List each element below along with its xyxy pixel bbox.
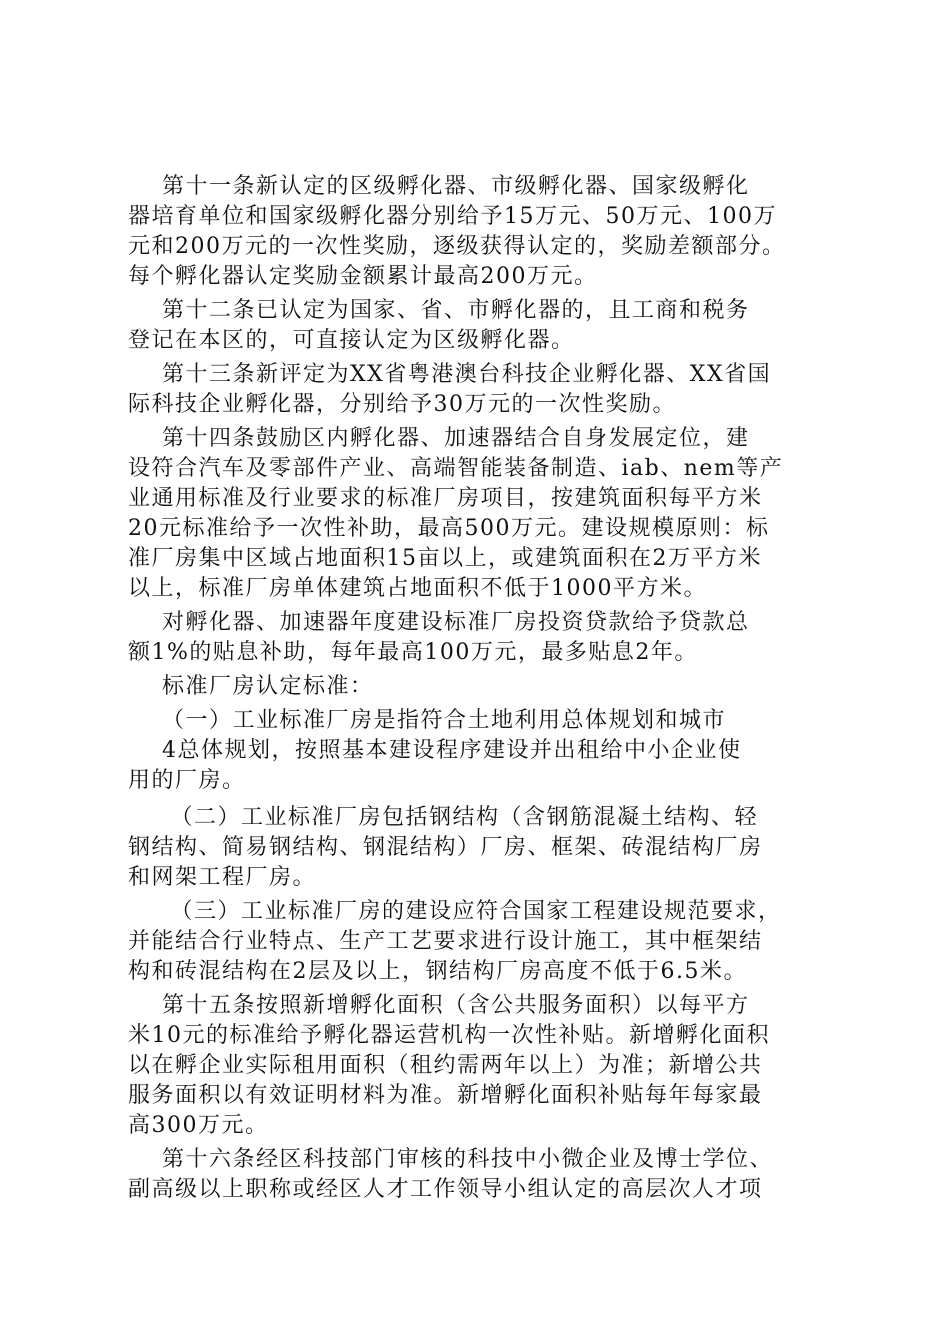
text-line: 并能结合行业特点、生产工艺要求进行设计施工，其中框架结: [128, 929, 763, 954]
paragraph-standard-3: [128, 897, 838, 987]
text-line: 第十六条经区科技部门审核的科技中小微企业及博士学位、: [128, 1147, 773, 1172]
text-line: 以在孵企业实际租用面积（租约需两年以上）为准；新增公共: [128, 1053, 763, 1078]
paragraph-article-12: [128, 296, 838, 356]
text-line: 标准厂房认定标准：: [128, 674, 374, 699]
text-line: 副高级以上职称或经区人才工作领导小组认定的高层次人才项: [128, 1177, 763, 1202]
text-line: 准厂房集中区域占地面积15亩以上，或建筑面积在2万平方米: [128, 546, 762, 571]
text-line: （三）工业标准厂房的建设应符合国家工程建设规范要求，: [128, 899, 782, 924]
text-line: 第十三条新评定为XX省粤港澳台科技企业孵化器、XX省国: [128, 362, 772, 387]
text-line: （一）工业标准厂房是指符合土地利用总体规划和城市: [128, 708, 726, 733]
text-line: 用的厂房。: [128, 768, 246, 793]
text-line: 构和砖混结构在2层及以上，钢结构厂房高度不低于6.5米。: [128, 959, 747, 984]
text-line: 额1%的贴息补助，每年最高100万元，最多贴息2年。: [128, 640, 698, 665]
text-line: 20元标准给予一次性补助，最高500万元。建设规模原则：标: [128, 516, 770, 541]
text-line: 元和200万元的一次性奖励，逐级获得认定的，奖励差额部分。: [128, 234, 786, 259]
text-line: （二）工业标准厂房包括钢结构（含钢筋混凝土结构、轻: [128, 805, 758, 830]
text-line: 每个孵化器认定奖励金额累计最高200万元。: [128, 264, 598, 289]
text-line: 和网架工程厂房。: [128, 865, 317, 890]
text-line: 器培育单位和国家级孵化器分别给予15万元、50万元、100万: [128, 204, 777, 229]
paragraph-standard-1: [128, 706, 838, 796]
text-line: 对孵化器、加速器年度建设标准厂房投资贷款给予贷款总: [128, 610, 750, 635]
paragraph-article-15: [128, 991, 838, 1141]
text-line: 第十二条已认定为国家、省、市孵化器的，且工商和税务: [128, 298, 750, 323]
paragraph-standard-title: [128, 672, 838, 702]
text-line: 钢结构、简易钢结构、钢混结构）厂房、框架、砖混结构厂房: [128, 835, 763, 860]
text-line: 高300万元。: [128, 1113, 269, 1138]
text-line: 以上，标准厂房单体建筑占地面积不低于1000平方米。: [128, 576, 707, 601]
text-line: 第十五条按照新增孵化面积（含公共服务面积）以每平方: [128, 993, 750, 1018]
text-line: 服务面积以有效证明材料为准。新增孵化面积补贴每年每家最: [128, 1083, 763, 1108]
text-line: 第十一条新认定的区级孵化器、市级孵化器、国家级孵化: [128, 174, 750, 199]
document-body: [128, 172, 838, 1205]
text-line: 米10元的标准给予孵化器运营机构一次性补贴。新增孵化面积: [128, 1023, 770, 1048]
paragraph-article-16: [128, 1145, 838, 1205]
paragraph-article-11: [128, 172, 838, 292]
text-line: 设符合汽车及零部件产业、高端智能装备制造、iab、nem等产: [128, 456, 784, 481]
text-line: 第十四条鼓励区内孵化器、加速器结合自身发展定位，建: [128, 426, 750, 451]
text-line: 际科技企业孵化器，分别给予30万元的一次性奖励。: [128, 392, 676, 417]
paragraph-standard-2: [128, 803, 838, 893]
paragraph-article-13: [128, 360, 838, 420]
text-line: 登记在本区的，可直接认定为区级孵化器。: [128, 328, 575, 353]
text-line: 业通用标准及行业要求的标准厂房项目，按建筑面积每平方米: [128, 486, 763, 511]
text-line: 4总体规划，按照基本建设程序建设并出租给中小企业使: [128, 738, 742, 763]
paragraph-loan-subsidy: [128, 608, 838, 668]
paragraph-article-14: [128, 424, 838, 604]
